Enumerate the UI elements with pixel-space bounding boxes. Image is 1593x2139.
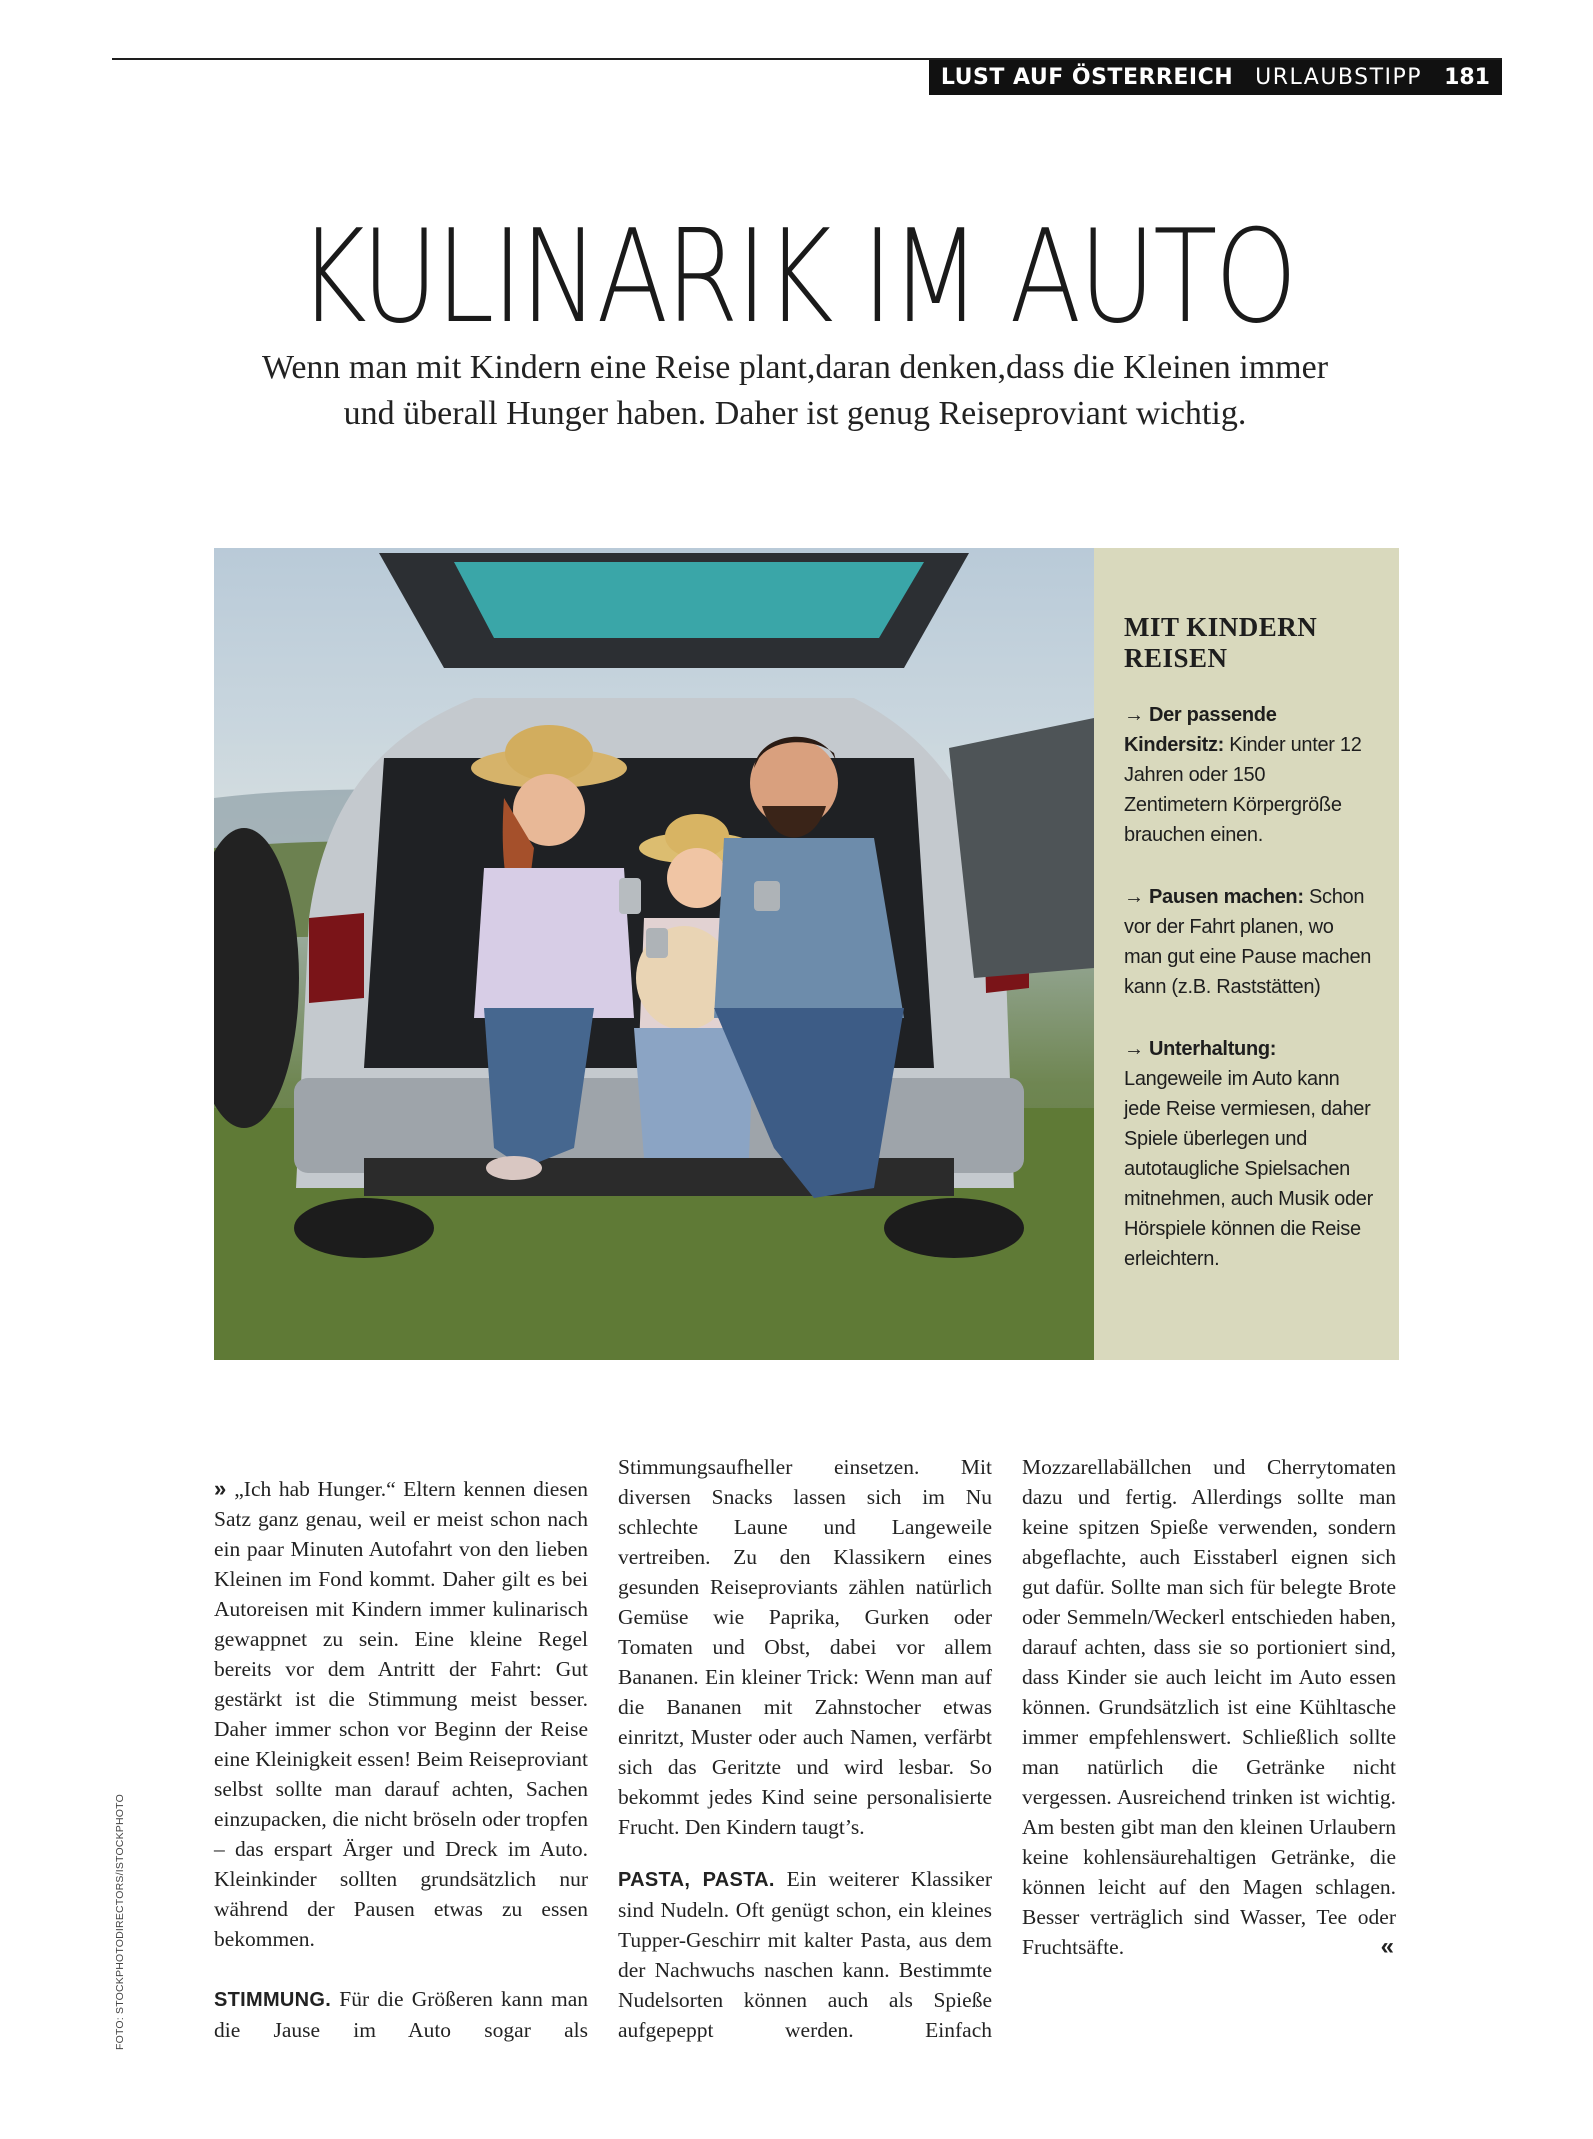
sidebar-item-label: Der passende Kindersitz: bbox=[1124, 704, 1277, 756]
subhead-stimmung: STIMMUNG. bbox=[214, 1988, 332, 2011]
page-number: 181 bbox=[1444, 65, 1490, 90]
lead-paragraph bbox=[120, 345, 1470, 437]
paragraph-2: Für die Größeren kann man die Jause im Auto sogar als Stimmungsaufheller einsetzen. Mit diversen Snacks lassen sich im Nu schlechte Laune und Langeweile vertreiben. Zu den Klassikern eines gesunden Reiseproviants zählen natürlich Gemüse wie Paprika, Gurken oder Tomaten und Obst, dabei vor allem Bananen. Ein kleiner Trick: Wenn man auf die Bananen mit Zahnstocher etwas einritzt, Muster oder auch Namen, verfärbt sich das Geritzte und wird lesbar. So bekommt jedes Kind seine personalisierte Frucht. Den Kindern taugt’s. bbox=[214, 1455, 992, 2042]
sidebar-item-text: Kinder unter 12 Jahren oder 150 Zentimetern Körpergröße brauchen einen. bbox=[1124, 734, 1362, 846]
sidebar-item-label: Unterhaltung: bbox=[1148, 1038, 1277, 1060]
header-bar bbox=[929, 60, 1502, 95]
sidebar-item-label: Pausen machen: bbox=[1148, 886, 1304, 908]
info-box-sidebar bbox=[1094, 548, 1399, 1360]
sidebar-item-text: Schon vor der Fahrt planen, wo man gut eine Pause machen kann (z.B. Raststätten) bbox=[1124, 886, 1372, 998]
lead-line-2: und überall Hunger haben. Daher ist genug Reiseproviant wichtig. bbox=[343, 395, 1247, 432]
sidebar-item-text: Langeweile im Auto kann jede Reise vermiesen, daher Spiele überlegen und autotaugliche Spielsachen mitnehmen, auch Musik oder Hörspiele können die Reise erleichtern. bbox=[1124, 1068, 1373, 1270]
body-paragraph bbox=[214, 1474, 588, 1954]
sidebar-item-pausen bbox=[1124, 882, 1373, 1002]
header-subsection: URLAUBSTIPP bbox=[1255, 65, 1423, 90]
lead-line-1: Wenn man mit Kindern eine Reise plant,daran denken,dass die Kleinen immer bbox=[261, 349, 1329, 386]
article-body bbox=[214, 1452, 1396, 2052]
arrow-right-icon: → bbox=[1124, 1038, 1144, 1060]
subhead-pasta: PASTA, PASTA. bbox=[618, 1868, 775, 1891]
sidebar-title: MIT KINDERN REISEN bbox=[1124, 612, 1318, 673]
paragraph-3: Ein weiterer Klassiker sind Nudeln. Oft genügt schon, ein kleines Tupper-Geschirr mit kalter Pasta, aus dem der Nachwuchs naschen kann. Bestimmte Nudelsorten können auch als Spieße aufgepeppt werden. Einfach Mozzarellabällchen und Cherrytomaten dazu und fertig. Allerdings sollte man keine spitzen Spieße verwenden, sondern abgeflachte, auch Eisstaberl eignen sich gut dafür. Sollte man sich für belegte Brote oder Semmeln/Weckerl entschieden haben, darauf achten, dass sie so portioniert sind, dass Kinder sie auch leicht im Auto essen können. Grundsätzlich ist eine Kühltasche immer empfehlenswert. Schließlich sollte man natürlich die Getränke nicht vergessen. Ausreichend trinken ist wichtig. Am besten gibt man den kleinen Urlaubern keine kohlensäurehaltigen Getränke, die können leicht auf den Magen schlagen. Besser verträglich sind Wasser, Tee oder Fruchtsäfte. bbox=[618, 1455, 1396, 2042]
header-section: LUST AUF ÖSTERREICH bbox=[940, 65, 1234, 90]
open-quote-icon: » bbox=[214, 1475, 227, 1501]
sidebar-item-kindersitz bbox=[1124, 700, 1373, 850]
arrow-right-icon: → bbox=[1124, 704, 1144, 726]
end-quote-icon: « bbox=[1380, 1933, 1394, 1960]
sidebar-item-unterhaltung bbox=[1124, 1034, 1373, 1274]
family-car-photo bbox=[214, 548, 1094, 1360]
arrow-right-icon: → bbox=[1124, 886, 1144, 908]
headline: KULINARIK IM AUTO bbox=[297, 203, 1296, 352]
paragraph-1: „Ich hab Hunger.“ Eltern kennen diesen Satz ganz genau, weil er meist schon nach ein paar Minuten Autofahrt von den lieben Kleinen im Fond kommt. Daher gilt es bei Autoreisen mit Kindern immer kulinarisch gewappnet zu sein. Eine kleine Regel bereits vor dem Antritt der Fahrt: Gut gestärkt ist die Stimmung meist besser. Daher immer schon vor Beginn der Reise eine Kleinigkeit essen! Beim Reiseproviant selbst sollte man darauf achten, Sachen einzupacken, die nicht bröseln oder tropfen – das erspart Ärger und Dreck im Auto. Kleinkinder sollten grundsätzlich nur während der Pausen etwas zu essen bekommen. bbox=[214, 1476, 588, 1951]
photo-credit: FOTO: STOCKPHOTODIRECTORS/ISTOCKPHOTO bbox=[114, 1794, 126, 2050]
